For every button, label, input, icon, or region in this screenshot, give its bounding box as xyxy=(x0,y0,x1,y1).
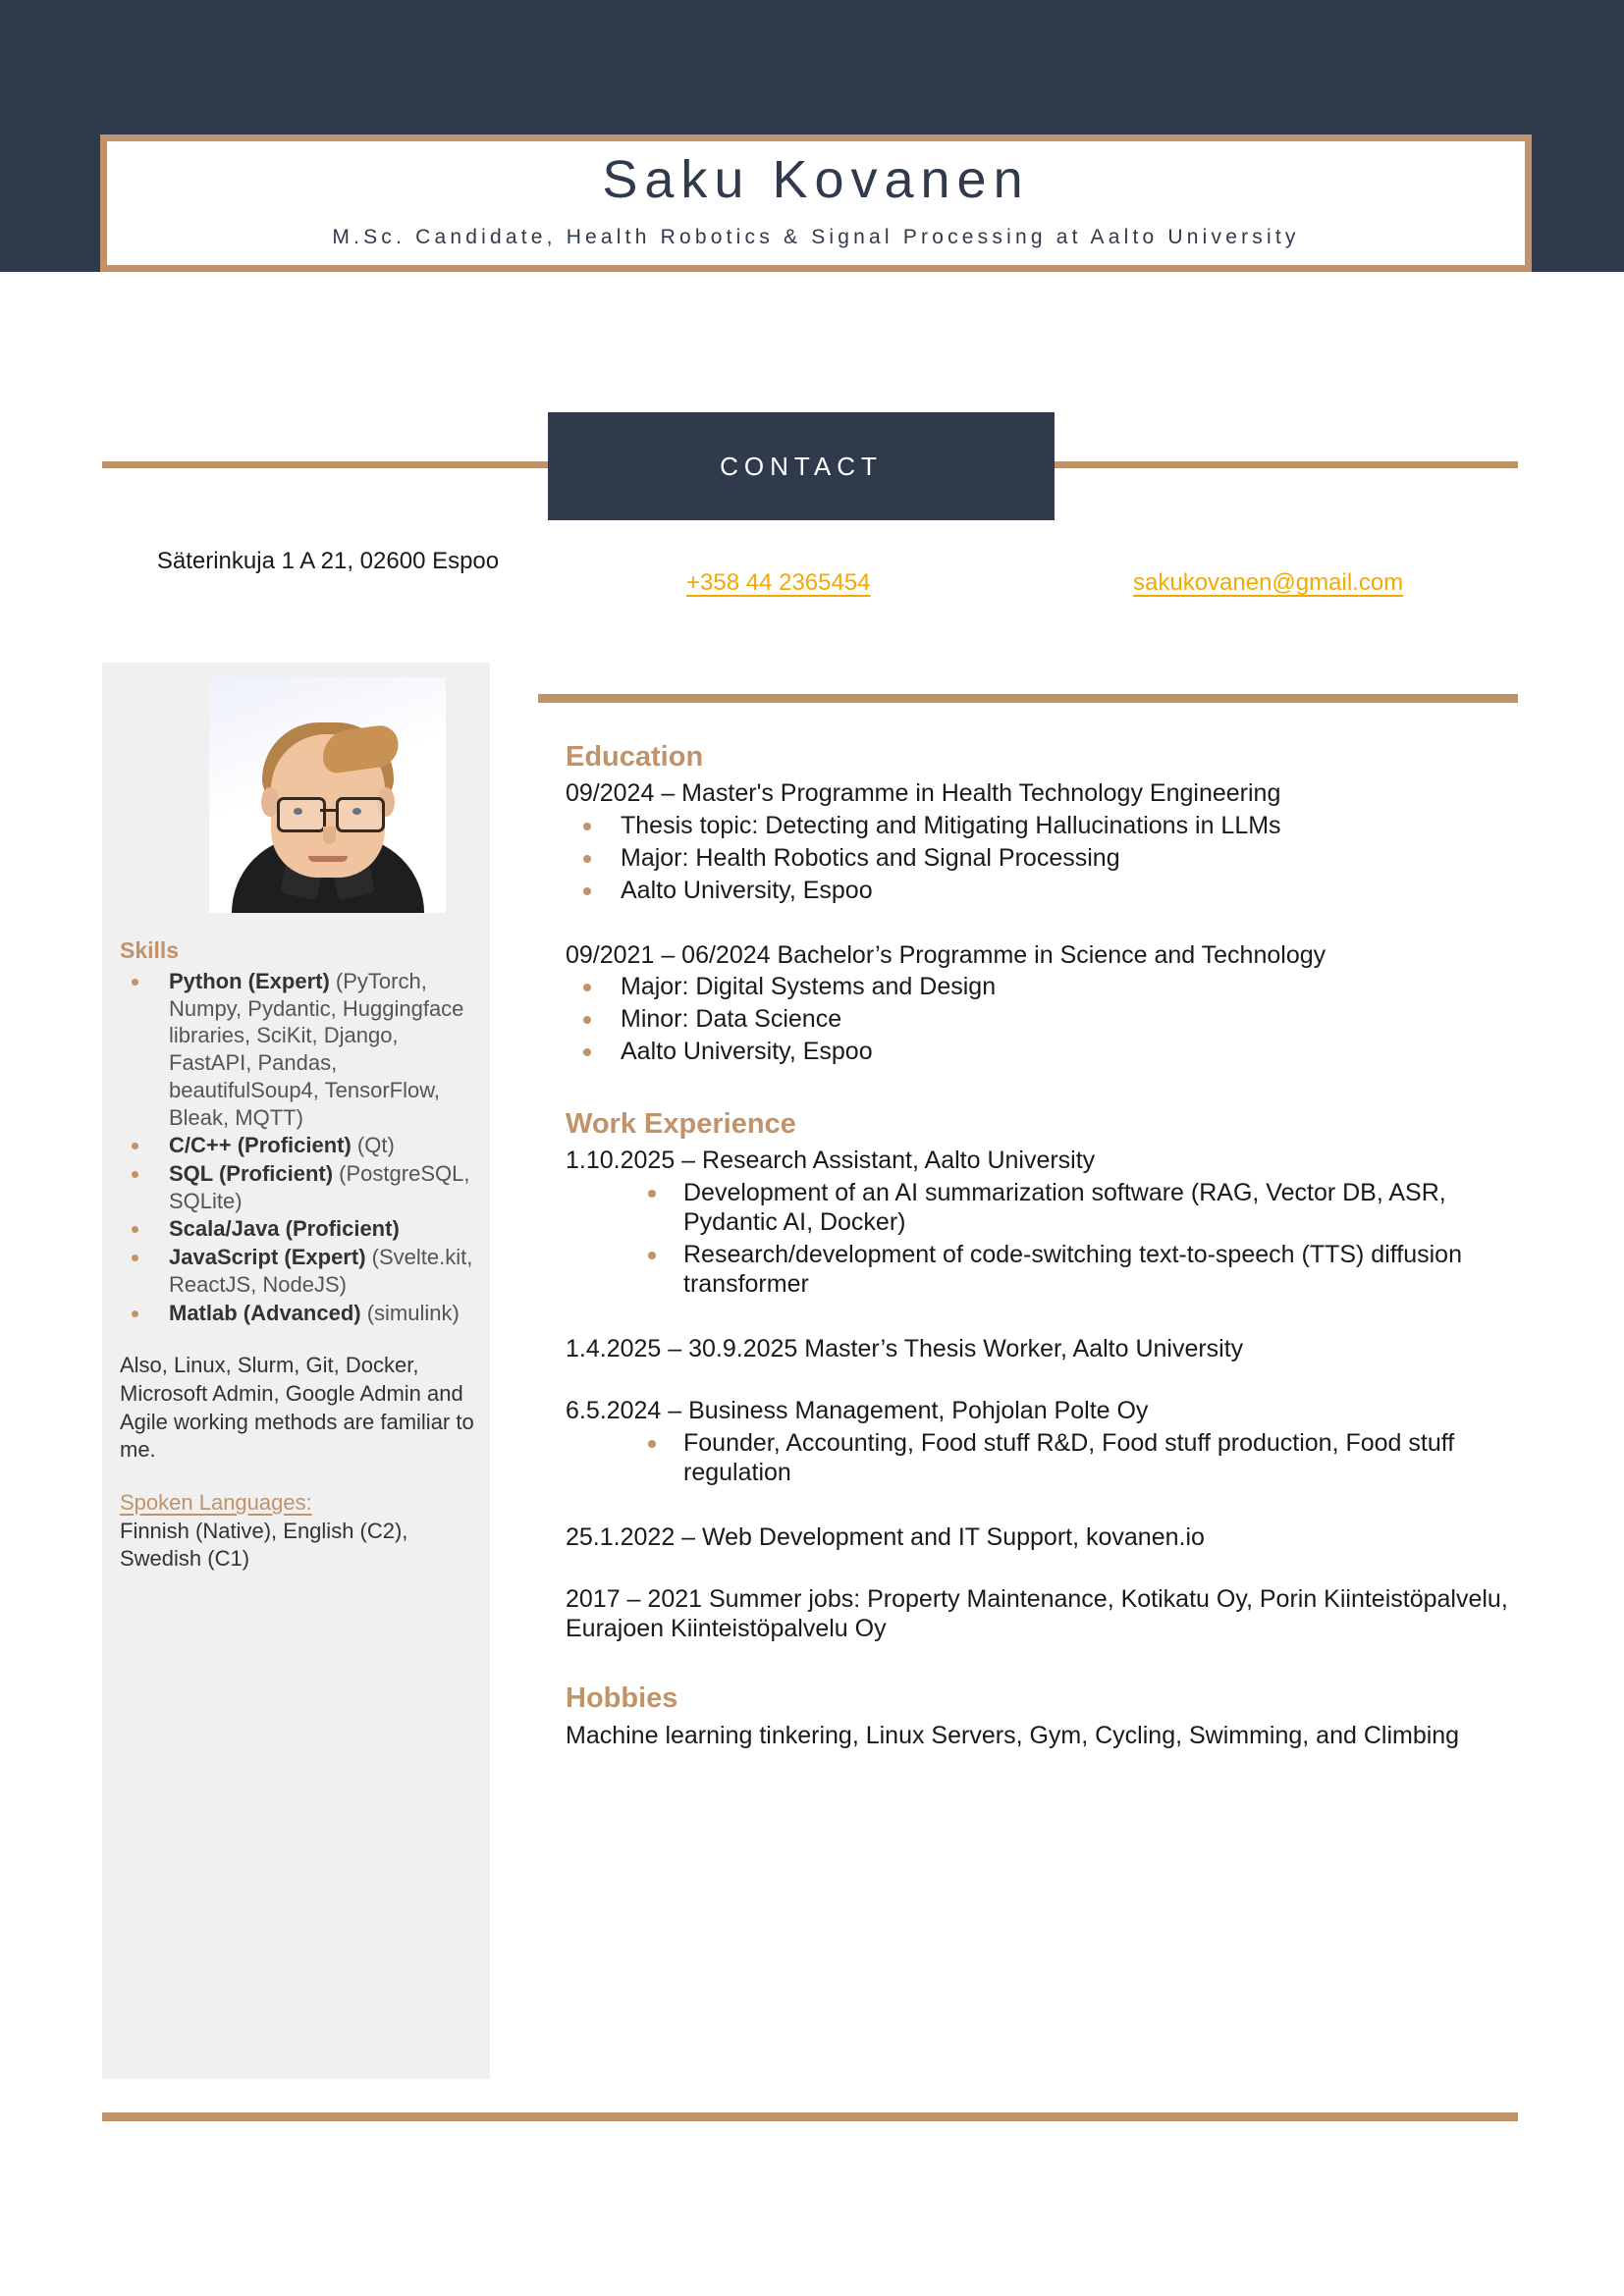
skill-name: Matlab (Advanced) xyxy=(169,1300,361,1325)
spacer xyxy=(566,1643,1518,1682)
list-item xyxy=(120,1215,475,1243)
skill-detail: (Svelte.kit, ReactJS, NodeJS) xyxy=(169,1245,473,1297)
education-bullets xyxy=(566,811,1518,905)
spoken-languages-heading: Spoken Languages: xyxy=(120,1489,312,1515)
work-entry-title: 6.5.2024 – Business Management, Pohjolan Polte Oy xyxy=(566,1397,1149,1424)
skill-detail: (PyTorch, Numpy, Pydantic, Huggingface libraries, SciKit, Django, FastAPI, Pandas, beautifulSoup4, TensorFlow, Bleak, MQTT) xyxy=(169,969,464,1130)
phone-link[interactable]: +358 44 2365454 xyxy=(686,569,871,596)
address-text: Säterinkuja 1 A 21, 02600 Espoo xyxy=(156,548,500,574)
education-bullets xyxy=(566,972,1518,1066)
list-item: Aalto University, Espoo xyxy=(566,876,1518,905)
spacer xyxy=(566,908,1518,941)
list-item xyxy=(120,1160,475,1214)
work-experience-heading: Work Experience xyxy=(566,1108,796,1140)
skill-name: Python (Expert) xyxy=(169,969,330,993)
list-item: Founder, Accounting, Food stuff R&D, Food stuff production, Food stuff regulation xyxy=(566,1428,1518,1487)
contact-banner-label: CONTACT xyxy=(720,451,883,481)
hobbies-text: Machine learning tinkering, Linux Servers, Gym, Cycling, Swimming, and Climbing xyxy=(566,1722,1460,1749)
skill-detail: (simulink) xyxy=(360,1300,460,1325)
skill-detail: (Qt) xyxy=(351,1133,395,1158)
spacer xyxy=(566,1552,1518,1585)
main-content xyxy=(566,741,1518,1751)
contact-section-banner xyxy=(548,412,1055,520)
portrait-photo xyxy=(209,677,446,913)
education-entry-title: 09/2021 – 06/2024 Bachelor’s Programme in Science and Technology xyxy=(566,940,1326,969)
list-item: Research/development of code-switching text-to-speech (TTS) diffusion transformer xyxy=(566,1240,1518,1299)
list-item: Development of an AI summarization software (RAG, Vector DB, ASR, Pydantic AI, Docker) xyxy=(566,1178,1518,1237)
skill-name: JavaScript (Expert) xyxy=(169,1245,366,1270)
skill-name: C/C++ (Proficient) xyxy=(169,1133,352,1158)
spacer xyxy=(566,1363,1518,1397)
work-entry-title: 1.10.2025 – Research Assistant, Aalto University xyxy=(566,1147,1096,1174)
additional-skills-paragraph: Also, Linux, Slurm, Git, Docker, Microsoft Admin, Google Admin and Agile working methods are familiar to me. xyxy=(120,1353,474,1463)
skills-heading: Skills xyxy=(120,937,180,963)
spoken-languages-text: Finnish (Native), English (C2), Swedish (C1) xyxy=(120,1518,408,1572)
skills-list xyxy=(120,968,475,1326)
skill-name: SQL (Proficient) xyxy=(169,1161,334,1187)
list-item xyxy=(120,1300,475,1327)
skill-detail: (PostgreSQL, SQLite) xyxy=(169,1161,470,1213)
education-heading: Education xyxy=(566,741,704,773)
list-item xyxy=(120,1244,475,1298)
avatar xyxy=(209,677,446,913)
contact-details xyxy=(102,538,1518,616)
list-item: Minor: Data Science xyxy=(566,1004,1518,1034)
work-entry-title: 25.1.2022 – Web Development and IT Support, kovanen.io xyxy=(566,1522,1205,1551)
work-bullets xyxy=(566,1178,1518,1299)
education-entry-title: 09/2024 – Master's Programme in Health Technology Engineering xyxy=(566,779,1281,807)
list-item: Major: Digital Systems and Design xyxy=(566,972,1518,1001)
list-item: Thesis topic: Detecting and Mitigating Hallucinations in LLMs xyxy=(566,811,1518,840)
main-divider-bottom xyxy=(102,2112,1518,2121)
page-subtitle: M.Sc. Candidate, Health Robotics & Signal Processing at Aalto University xyxy=(332,225,1300,248)
hobbies-heading: Hobbies xyxy=(566,1682,678,1714)
header-title-content xyxy=(100,134,1532,248)
work-entry-title: 2017 – 2021 Summer jobs: Property Maintenance, Kotikatu Oy, Porin Kiinteistöpalvelu, Eurajoen Kiinteistöpalvelu Oy xyxy=(566,1585,1508,1642)
work-entry-title: 1.4.2025 – 30.9.2025 Master’s Thesis Worker, Aalto University xyxy=(566,1334,1244,1362)
spacer xyxy=(566,1069,1518,1108)
list-item xyxy=(120,1132,475,1159)
skill-name: Scala/Java (Proficient) xyxy=(169,1216,400,1242)
list-item: Aalto University, Espoo xyxy=(566,1037,1518,1066)
spacer xyxy=(566,1490,1518,1523)
list-item: Major: Health Robotics and Signal Processing xyxy=(566,843,1518,873)
work-bullets xyxy=(566,1428,1518,1487)
sidebar-content xyxy=(120,937,475,1574)
main-divider-top xyxy=(538,694,1518,703)
email-link[interactable]: sakukovanen@gmail.com xyxy=(1133,569,1404,596)
list-item xyxy=(120,968,475,1131)
page-title: Saku Kovanen xyxy=(602,150,1030,209)
spacer xyxy=(566,1302,1518,1335)
